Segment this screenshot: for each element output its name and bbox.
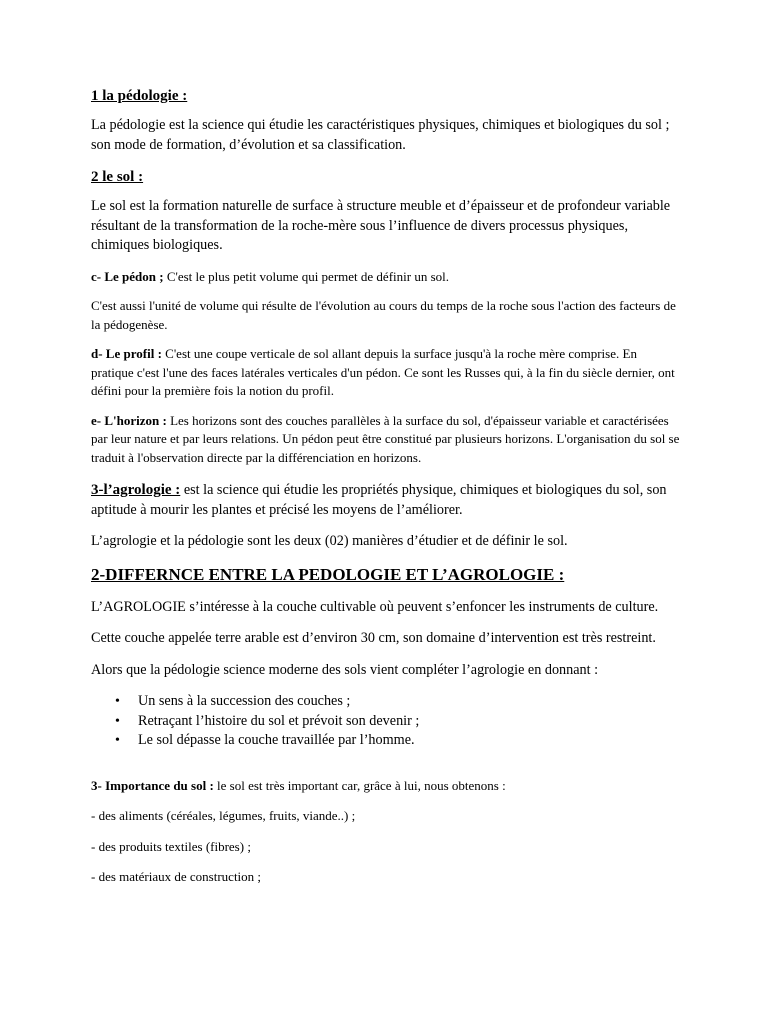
paragraph-difference-2: Cette couche appelée terre arable est d’environ 30 cm, son domaine d’intervention est très restreint. (91, 630, 656, 646)
paragraph-difference-3: Alors que la pédologie science moderne des sols vient compléter l’agrologie en donnant : (91, 661, 599, 678)
list-item (91, 731, 681, 751)
document-page (91, 86, 681, 898)
profil-text: C'est une coupe verticale de sol allant depuis la surface jusqu'à la roche mère comprise. En pratique c'est l'une des faces latérales verticales d'un pédon. Ce sont les Russes qui, à la fin du siècle dernier, ont défini pour la première fois la notion du profil. (91, 346, 675, 398)
paragraph-sol: Le sol est la formation naturelle de surface à structure meuble et d’épaisseur et de profondeur variable résultant de la transformation de la roche-mère sous l’influence de divers processus physiques, chimiques biologiques. (91, 198, 671, 253)
importance-item: - des matériaux de construction ; (91, 869, 262, 884)
paragraph-importance (91, 777, 681, 796)
paragraph-pedon-2: C'est aussi l'unité de volume qui résulte de l'évolution au cours du temps de la roche sous l'action des facteurs de la pédogenèse. (91, 298, 676, 332)
importance-text: le sol est très important car, grâce à lui, nous obtenons : (213, 777, 506, 793)
agrologie-lead: 3-l’agrologie : (91, 482, 181, 498)
agrologie-text: est la science qui étudie les propriétés physique, chimiques et biologiques du sol, son aptitude à mourir les plantes et précisé les moyens de l’améliorer. (91, 482, 667, 518)
list-item-text: Un sens à la succession des couches ; (138, 693, 351, 709)
pedon-lead: c- Le pédon ; (91, 268, 164, 284)
importance-item: - des aliments (céréales, légumes, fruits, viande..) ; (91, 808, 356, 823)
paragraph-pedon (91, 268, 681, 287)
pedon-text: C'est le plus petit volume qui permet de définir un sol. (163, 268, 449, 284)
bullet-icon: • (115, 733, 120, 748)
list-item-text: Le sol dépasse la couche travaillée par l’homme. (138, 732, 415, 748)
importance-lead: 3- Importance du sol : (91, 777, 214, 793)
paragraph-agrologie (91, 481, 681, 520)
paragraph-difference-1: L’AGROLOGIE s’intéresse à la couche cultivable où peuvent s’enfoncer les instruments de culture. (91, 598, 659, 615)
importance-item: - des produits textiles (fibres) ; (91, 838, 251, 854)
paragraph-profil (91, 345, 681, 401)
heading-sol: 2 le sol : (91, 169, 144, 185)
paragraph-pedologie: La pédologie est la science qui étudie les caractéristiques physiques, chimiques et biologiques du sol ; son mode de formation, d’évolution et sa classification. (91, 117, 670, 153)
bullet-list (91, 692, 681, 751)
list-item (91, 712, 681, 732)
paragraph-agrologie-2: L’agrologie et la pédologie sont les deux (02) manières d’étudier et de définir le sol. (91, 533, 568, 549)
profil-lead: d- Le profil : (91, 346, 162, 361)
bullet-icon: • (115, 694, 120, 709)
heading-pedologie: 1 la pédologie : (91, 88, 188, 104)
list-item-text: Retraçant l’histoire du sol et prévoit son devenir ; (138, 712, 420, 729)
horizon-lead: e- L'horizon : (91, 412, 167, 428)
bullet-icon: • (115, 713, 120, 729)
horizon-text: Les horizons sont des couches parallèles à la surface du sol, d'épaisseur variable et caractérisées par leur nature et par leurs relations. Un pédon peut être constitué par plusieurs horizons. L'organisation du sol se traduit à l'observation directe par la différenciation en horizons. (91, 412, 680, 465)
paragraph-horizon (91, 412, 681, 468)
heading-difference: 2-DIFFERNCE ENTRE LA PEDOLOGIE ET L’AGROLOGIE : (91, 564, 565, 584)
list-item (91, 692, 681, 712)
